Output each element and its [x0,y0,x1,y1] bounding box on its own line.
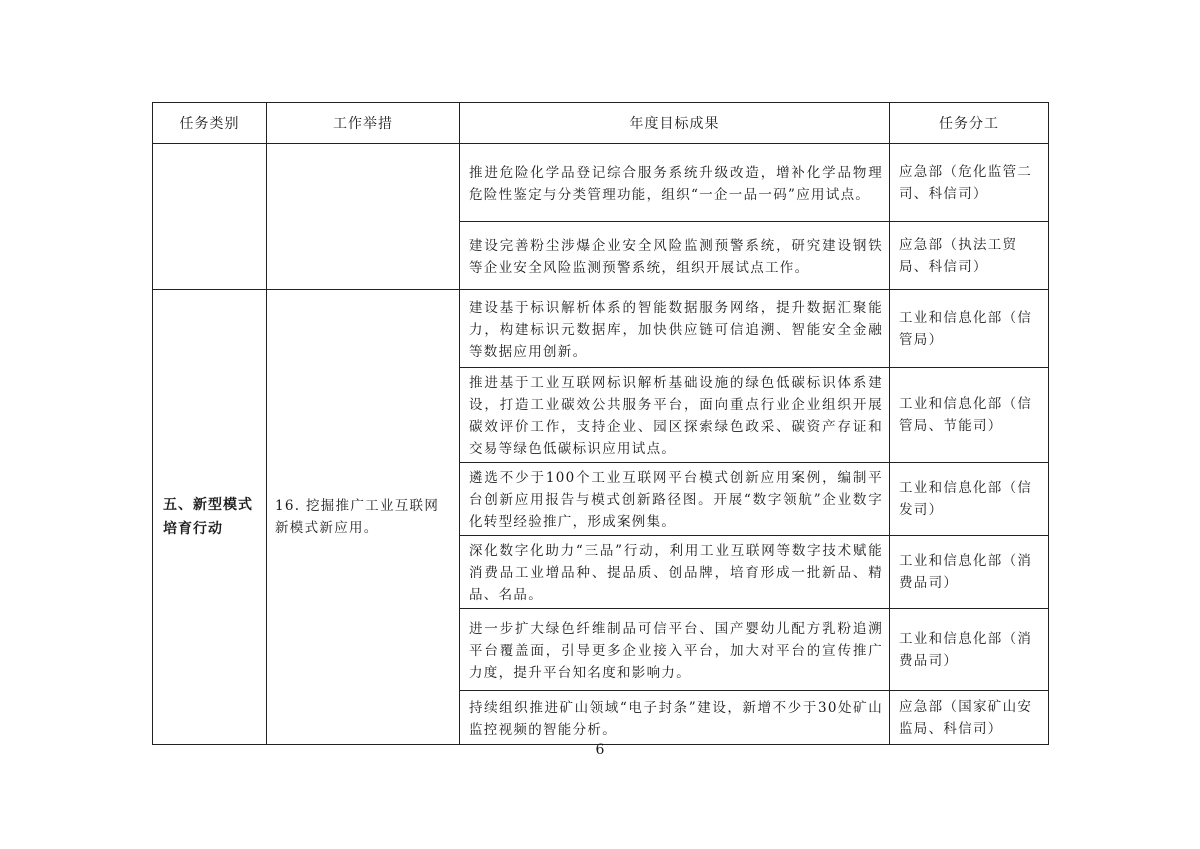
category-cell: 五、新型模式培育行动 [153,290,267,745]
header-goal: 年度目标成果 [460,103,890,144]
page-number: 6 [595,742,605,758]
division-cell: 工业和信息化部（信管局、节能司） [890,368,1049,463]
header-division: 任务分工 [890,103,1049,144]
header-measure: 工作举措 [267,103,460,144]
task-table [152,102,1049,745]
division-cell: 应急部（执法工贸局、科信司） [890,222,1049,290]
measure-cell: 16. 挖掘推广工业互联网新模式新应用。 [267,290,460,745]
goal-cell: 建设完善粉尘涉爆企业安全风险监测预警系统，研究建设钢铁等企业安全风险监测预警系统，组织开展试点工作。 [460,222,890,290]
category-cell-empty [153,144,267,290]
goal-cell: 进一步扩大绿色纤维制品可信平台、国产婴幼儿配方乳粉追溯平台覆盖面，引导更多企业接入平台，加大对平台的宣传推广力度，提升平台知名度和影响力。 [460,609,890,691]
goal-cell: 持续组织推进矿山领域“电子封条”建设，新增不少于30处矿山监控视频的智能分析。 [460,691,890,745]
division-cell: 工业和信息化部（信管局） [890,290,1049,368]
division-cell: 工业和信息化部（消费品司） [890,536,1049,609]
division-cell: 工业和信息化部（信发司） [890,463,1049,536]
division-cell: 应急部（国家矿山安监局、科信司） [890,691,1049,745]
table-row [153,290,1049,368]
goal-cell: 推进基于工业互联网标识解析基础设施的绿色低碳标识体系建设，打造工业碳效公共服务平台，面向重点行业企业组织开展碳效评价工作，支持企业、园区探索绿色政采、碳资产存证和交易等绿色低碳标识应用试点。 [460,368,890,463]
goal-cell: 深化数字化助力“三品”行动，利用工业互联网等数字技术赋能消费品工业增品种、提品质、创品牌，培育形成一批新品、精品、名品。 [460,536,890,609]
measure-cell-empty [267,144,460,290]
goal-cell: 建设基于标识解析体系的智能数据服务网络，提升数据汇聚能力，构建标识元数据库，加快供应链可信追溯、智能安全金融等数据应用创新。 [460,290,890,368]
table-header-row [153,103,1049,144]
division-cell: 工业和信息化部（消费品司） [890,609,1049,691]
goal-cell: 遴选不少于100个工业互联网平台模式创新应用案例，编制平台创新应用报告与模式创新路径图。开展“数字领航”企业数字化转型经验推广，形成案例集。 [460,463,890,536]
table-row [153,144,1049,222]
division-cell: 应急部（危化监管二司、科信司） [890,144,1049,222]
header-category: 任务类别 [153,103,267,144]
goal-cell: 推进危险化学品登记综合服务系统升级改造，增补化学品物理危险性鉴定与分类管理功能，组织“一企一品一码”应用试点。 [460,144,890,222]
